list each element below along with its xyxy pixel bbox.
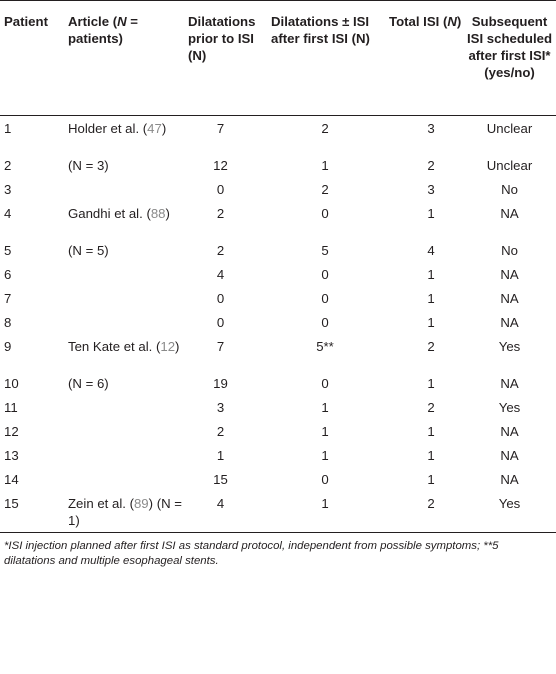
- cell-patient: 1: [4, 121, 12, 136]
- reference-link[interactable]: 47: [147, 121, 162, 136]
- article-text: (N = 6): [68, 375, 109, 391]
- cell-patient: 14: [4, 471, 19, 487]
- cell-subsequent-isi: Unclear: [486, 157, 533, 173]
- cell-total-isi: 4: [427, 242, 435, 258]
- table-row: [0, 443, 556, 467]
- cell-article: [62, 262, 188, 286]
- cell-total-isi: 1: [427, 205, 435, 221]
- table-row: [0, 334, 556, 371]
- cell-dilatations-after: 0: [321, 375, 329, 391]
- cell-total-isi: 1: [427, 471, 435, 487]
- table-row: [0, 153, 556, 177]
- cell-patient: 12: [4, 423, 19, 439]
- cell-total-isi: 1: [427, 266, 435, 282]
- article-text-end: ): [175, 338, 180, 354]
- cell-patient: 13: [4, 447, 19, 463]
- article-text: Gandhi et al. (: [68, 205, 151, 221]
- cell-dilatations-prior: 2: [216, 205, 225, 221]
- cell-dilatations-after: 1: [321, 495, 329, 511]
- cell-subsequent-isi: NA: [500, 447, 519, 463]
- cell-total-isi: 2: [427, 157, 435, 173]
- cell-article: [62, 310, 188, 334]
- cell-patient: 11: [4, 399, 18, 415]
- cell-dilatations-after: 5**: [316, 338, 334, 354]
- table-row: [0, 395, 556, 419]
- cell-dilatations-prior: 3: [216, 399, 225, 415]
- table-row: [0, 286, 556, 310]
- cell-patient: 6: [4, 266, 12, 282]
- cell-total-isi: 2: [427, 338, 435, 354]
- cell-total-isi: 1: [427, 314, 435, 330]
- header-row: [0, 1, 556, 116]
- cell-dilatations-after: 0: [321, 314, 329, 330]
- cell-dilatations-after: 0: [321, 471, 329, 487]
- cell-total-isi: 1: [427, 423, 435, 439]
- cell-patient: 10: [4, 375, 19, 391]
- cell-patient: 8: [4, 314, 12, 330]
- cell-subsequent-isi: Yes: [498, 338, 521, 354]
- reference-link[interactable]: 12: [160, 338, 176, 354]
- footnote: *ISI injection planned after first ISI as standard protocol, independent from possible symptoms; **5 dilatations and multiple esophageal stents.: [4, 539, 499, 567]
- cell-patient: 7: [4, 290, 12, 306]
- header-patient: Patient: [4, 14, 48, 29]
- cell-article: [62, 491, 188, 533]
- article-text-end: ) (N = 1): [68, 495, 182, 528]
- cell-article: [62, 395, 188, 419]
- cell-dilatations-after: 2: [321, 181, 329, 197]
- cell-dilatations-prior: 1: [216, 447, 225, 463]
- cell-dilatations-prior: 0: [216, 181, 225, 197]
- cell-total-isi: 1: [427, 375, 435, 391]
- cell-patient: 15: [4, 495, 19, 511]
- table-row: [0, 467, 556, 491]
- cell-total-isi: 2: [427, 399, 435, 415]
- cell-dilatations-prior: 12: [213, 157, 228, 173]
- cell-article: [62, 371, 188, 395]
- table-row: [0, 310, 556, 334]
- cell-dilatations-after: 1: [321, 447, 329, 463]
- cell-total-isi: 3: [427, 121, 435, 136]
- cell-patient: 4: [4, 205, 12, 221]
- header-dilatations-after: Dilatations ± ISI after first ISI (N): [271, 14, 370, 46]
- cell-total-isi: 1: [427, 290, 435, 306]
- cell-patient: 5: [4, 242, 12, 258]
- table-row: [0, 116, 556, 153]
- cell-article: [62, 116, 188, 153]
- cell-subsequent-isi: No: [501, 242, 518, 258]
- cell-dilatations-after: 1: [321, 423, 329, 439]
- cell-dilatations-prior: 7: [216, 121, 225, 136]
- cell-subsequent-isi: NA: [500, 266, 519, 282]
- header-article: Article (N = patients): [68, 14, 139, 46]
- table-row: [0, 177, 556, 201]
- cell-subsequent-isi: No: [501, 181, 518, 197]
- cell-total-isi: 2: [427, 495, 435, 511]
- cell-article: [62, 419, 188, 443]
- cell-subsequent-isi: NA: [500, 205, 519, 221]
- cell-patient: 9: [4, 338, 12, 354]
- cell-patient: 3: [4, 181, 12, 197]
- cell-subsequent-isi: NA: [500, 471, 519, 487]
- cell-patient: 2: [4, 157, 12, 173]
- table-row: [0, 419, 556, 443]
- table-row: [0, 371, 556, 395]
- cell-dilatations-prior: 0: [216, 314, 225, 330]
- cell-article: [62, 201, 188, 238]
- cell-total-isi: 3: [427, 181, 435, 197]
- article-text: (N = 5): [68, 242, 109, 258]
- reference-link[interactable]: 88: [150, 205, 166, 221]
- article-text: (N = 3): [68, 157, 109, 173]
- article-text: Ten Kate et al. (: [68, 338, 161, 354]
- header-total-isi: Total ISI (N): [389, 14, 462, 29]
- reference-link[interactable]: 89: [133, 495, 149, 511]
- cell-subsequent-isi: NA: [500, 314, 519, 330]
- article-text-end: ): [161, 121, 167, 136]
- table-row: [0, 491, 556, 533]
- cell-article: [62, 334, 188, 371]
- header-dilatations-prior: Dilatations prior to ISI (N): [188, 14, 256, 63]
- cell-dilatations-prior: 4: [216, 266, 225, 282]
- cell-subsequent-isi: NA: [500, 423, 519, 439]
- cell-dilatations-prior: 15: [213, 471, 228, 487]
- cell-subsequent-isi: NA: [500, 290, 519, 306]
- cell-article: [62, 177, 188, 201]
- table-row: [0, 201, 556, 238]
- cell-dilatations-after: 0: [321, 266, 329, 282]
- cell-article: [62, 286, 188, 310]
- cell-dilatations-prior: 19: [213, 375, 228, 391]
- cell-dilatations-after: 0: [321, 290, 329, 306]
- cell-total-isi: 1: [427, 447, 435, 463]
- cell-article: [62, 238, 188, 262]
- cell-dilatations-prior: 2: [216, 423, 225, 439]
- cell-dilatations-after: 5: [321, 242, 329, 258]
- table-row: [0, 262, 556, 286]
- cell-subsequent-isi: NA: [500, 375, 519, 391]
- cell-dilatations-after: 1: [321, 399, 329, 415]
- cell-dilatations-after: 0: [321, 205, 329, 221]
- cell-dilatations-prior: 4: [216, 495, 225, 511]
- cell-dilatations-prior: 0: [216, 290, 225, 306]
- cell-article: [62, 467, 188, 491]
- table-row: [0, 238, 556, 262]
- cell-dilatations-prior: 7: [216, 338, 225, 354]
- header-subsequent-isi: Subsequent ISI scheduled after first ISI* (yes/no): [466, 14, 552, 80]
- article-text-end: ): [165, 205, 170, 221]
- cell-dilatations-prior: 2: [216, 242, 225, 258]
- table-body: [0, 116, 556, 533]
- article-text: Zein et al. (: [68, 495, 134, 511]
- cell-subsequent-isi: Unclear: [486, 121, 533, 136]
- cell-dilatations-after: 2: [321, 121, 329, 136]
- article-text: Holder et al. (: [68, 121, 148, 136]
- cell-subsequent-isi: Yes: [498, 399, 521, 415]
- cell-subsequent-isi: Yes: [498, 495, 521, 511]
- cell-article: [62, 443, 188, 467]
- cell-dilatations-after: 1: [321, 157, 329, 173]
- cell-article: [62, 153, 188, 177]
